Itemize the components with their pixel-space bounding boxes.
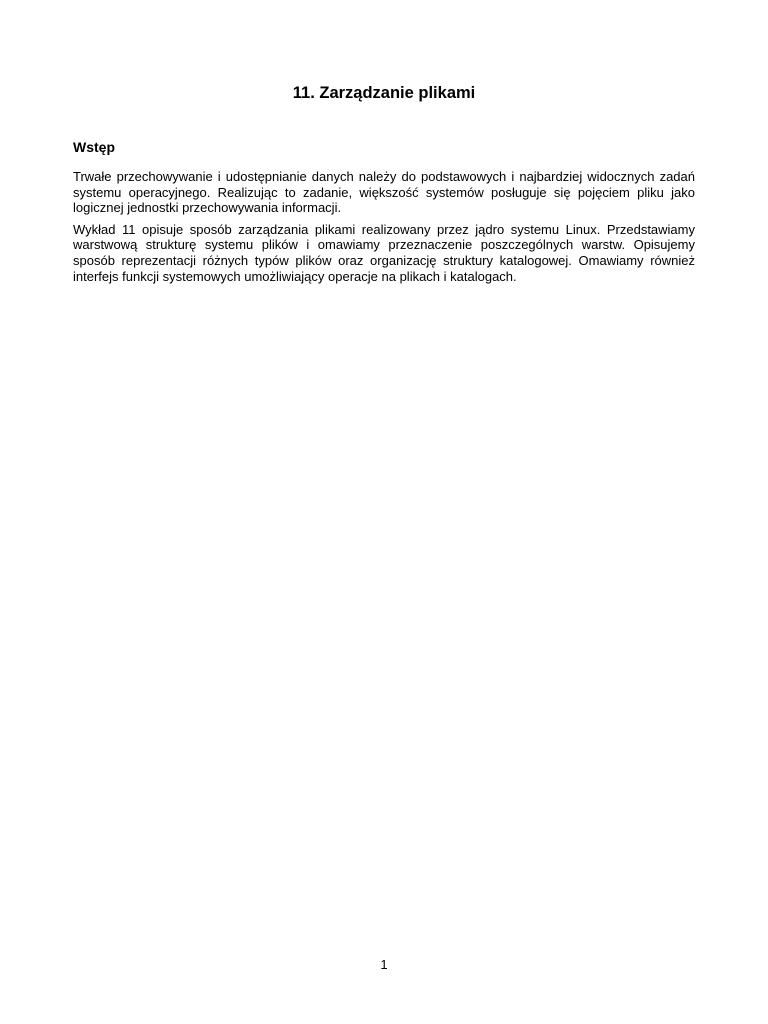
page-title: 11. Zarządzanie plikami <box>292 84 476 102</box>
paragraph-overview: Wykład 11 opisuje sposób zarządzania plikami realizowany przez jądro systemu Linux. Przedstawiamy warstwową strukturę systemu plików i omawiamy przeznaczenie poszczególnych warstw. Opisujemy sposób reprezentacji różnych typów plików oraz organizację struktury katalogowej. Omawiamy również interfejs funkcji systemowych umożliwiający operacje na plikach i katalogach. <box>73 221 695 284</box>
page-number: 1 <box>380 957 388 972</box>
section-heading: Wstęp <box>73 139 115 155</box>
paragraph-intro: Trwałe przechowywanie i udostępnianie danych należy do podstawowych i najbardziej widocznych zadań systemu operacyjnego. Realizując to zadanie, większość systemów posługuje się pojęciem pliku jako logicznej jednostki przechowywania informacji. <box>73 169 695 216</box>
body-text <box>73 169 695 290</box>
